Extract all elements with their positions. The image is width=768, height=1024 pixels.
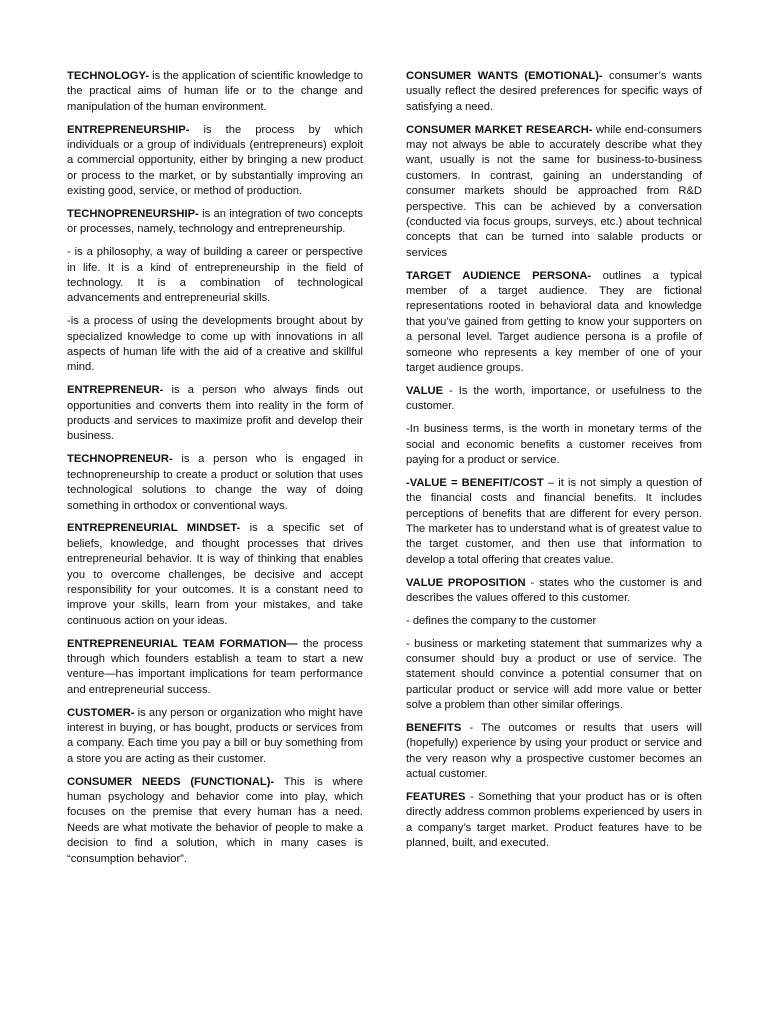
entry-technopreneurship-philosophy [67,245,363,307]
term-label: TARGET AUDIENCE PERSONA- [406,269,592,282]
entry-consumer-market-research [406,123,702,262]
term-definition: is a specific set of beliefs, knowledge, and thought processes that drives entrepreneurial behavior. It is way of thinking that enables you to overcome challenges, be decisive and accept responsibility for your outcomes. It is a constant need to improve your skills, learn from your mistakes, and take continuous action on your ideas. [67,522,363,627]
term-definition: the process through which founders establish a team to start a new venture—has important implications for team performance and entrepreneurial success. [67,637,363,696]
term-definition: outlines a typical member of a target audience. They are fictional representations rooted in behavioral data and knowledge that you’ve gained from getting to know your supporters on a personal level. Target audience persona is a profile of someone who represents a key member of one of your target audience groups. [406,269,702,375]
entry-target-audience-persona [406,269,702,377]
right-column [406,69,702,859]
term-definition: is any person or organization who might have interest in buying, or has bought, products or services from a company. Each time you pay a bill or buy something from a store you are acting as their customer. [67,706,363,765]
term-definition: -is a process of using the developments brought about by specialized knowledge to come up with innovations in all aspects of human life with the aid of a creative and skillful mind. [67,315,363,374]
term-label: FEATURES [406,790,466,803]
term-definition: - is a philosophy, a way of building a career or perspective in life. It is a kind of entrepreneurship in the field of technology. It is a combination of technological advancements and entrepreneurial skills. [67,246,363,305]
term-label: VALUE [406,384,444,397]
term-definition: - states who the customer is and describes the values offered to this customer. [406,576,702,604]
term-label: ENTREPRENEURIAL MINDSET- [67,522,241,535]
term-label: CUSTOMER- [67,706,135,719]
term-definition: - business or marketing statement that summarizes why a consumer should buy a product or use of service. The statement should convince a potential consumer that on particular product or service will add more value or better solve a problem than other similar offerings. [406,637,702,712]
term-definition: This is where human psychology and behavior come into play, which focuses on the premise that every human has a need. Needs are what motivate the behavior of people to make a decision to find a solution, which in many cases is “consumption behavior”. [67,775,363,865]
entry-entrepreneurship [67,123,363,200]
entry-features [406,790,702,852]
term-label: CONSUMER WANTS (EMOTIONAL)- [406,70,603,82]
term-definition: is an integration of two concepts or processes, namely, technology and entrepreneurship. [67,208,363,236]
entry-value [406,384,702,415]
entry-technopreneurship [67,207,363,238]
term-definition: consumer’s wants usually reflect the desired preferences for specific ways of satisfying a need. [406,70,702,113]
entry-value-business-terms [406,422,702,468]
entry-technopreneurship-process [67,314,363,376]
entry-value-proposition-statement [406,637,702,714]
term-label: VALUE PROPOSITION [406,576,526,589]
term-label: CONSUMER NEEDS (FUNCTIONAL)- [67,775,275,788]
entry-technology [67,69,363,115]
term-definition: is the application of scientific knowledge to the practical aims of human life or to the change and manipulation of the human environment. [67,70,363,113]
term-definition: is a person who always finds out opportunities and converts them into reality in the form of products and services to maximize profit and develop their business. [67,384,363,443]
entry-entrepreneurial-team-formation [67,637,363,699]
term-definition: - Something that your product has or is often directly address common problems experienced by users in a company’s target market. Product features have to be planned, built, and executed. [406,790,702,850]
term-definition: while end-consumers may not always be able to accurately describe what they want, usually is not the same for business-to-business customers. In contrast, gaining an understanding of consumer markets should be approached from R&D perspective. This can be achieved by a conversation (conducted via focus groups, surveys, etc.) about technical concepts that can be turned into salable products or services [406,123,702,259]
term-definition: - Is the worth, importance, or usefulness to the customer. [406,384,702,413]
term-definition: - The outcomes or results that users will (hopefully) experience by using your product or service and the very reason why a prospective customer becomes an actual customer. [406,721,702,781]
term-label: ENTREPRENEUR- [67,384,164,397]
term-definition: – it is not simply a question of the financial costs and financial benefits. It includes perceptions of benefits that are different for every person. The marketer has to understand what is of greatest value to the target customer, and then use that information to develop a total offering that creates value. [406,476,702,566]
term-label: TECHNOPRENEURSHIP- [67,208,199,221]
entry-technopreneur [67,452,363,514]
term-label: CONSUMER MARKET RESEARCH- [406,123,593,136]
entry-benefits [406,721,702,783]
term-label: BENEFITS [406,721,462,734]
entry-entrepreneur [67,383,363,445]
entry-customer [67,706,363,768]
term-label: TECHNOLOGY- [67,70,150,82]
term-label: -VALUE = BENEFIT/COST [406,476,544,489]
entry-value-proposition-defines [406,614,702,629]
entry-consumer-wants [406,69,702,115]
entry-entrepreneurial-mindset [67,521,363,629]
left-column [67,69,363,874]
term-definition: -In business terms, is the worth in monetary terms of the social and economic benefits a customer receives from paying for a product or service. [406,423,702,466]
entry-value-benefit-cost [406,476,702,568]
entry-value-proposition [406,576,702,607]
term-definition: is a person who is engaged in technopreneurship to create a product or solution that uses technological solutions to change the way of doing something in orthodox or conventional ways. [67,453,363,512]
entry-consumer-needs [67,775,363,867]
term-label: ENTREPRENEURSHIP- [67,123,190,136]
term-definition: - defines the company to the customer [406,614,597,627]
term-definition: is the process by which individuals or a group of individuals (entrepreneurs) exploit a commercial opportunity, either by bringing a new product or process to the market, or by substantially improving an existing good, service, or method of production. [67,123,363,198]
term-label: ENTREPRENEURIAL TEAM FORMATION— [67,637,298,650]
term-label: TECHNOPRENEUR- [67,453,173,466]
